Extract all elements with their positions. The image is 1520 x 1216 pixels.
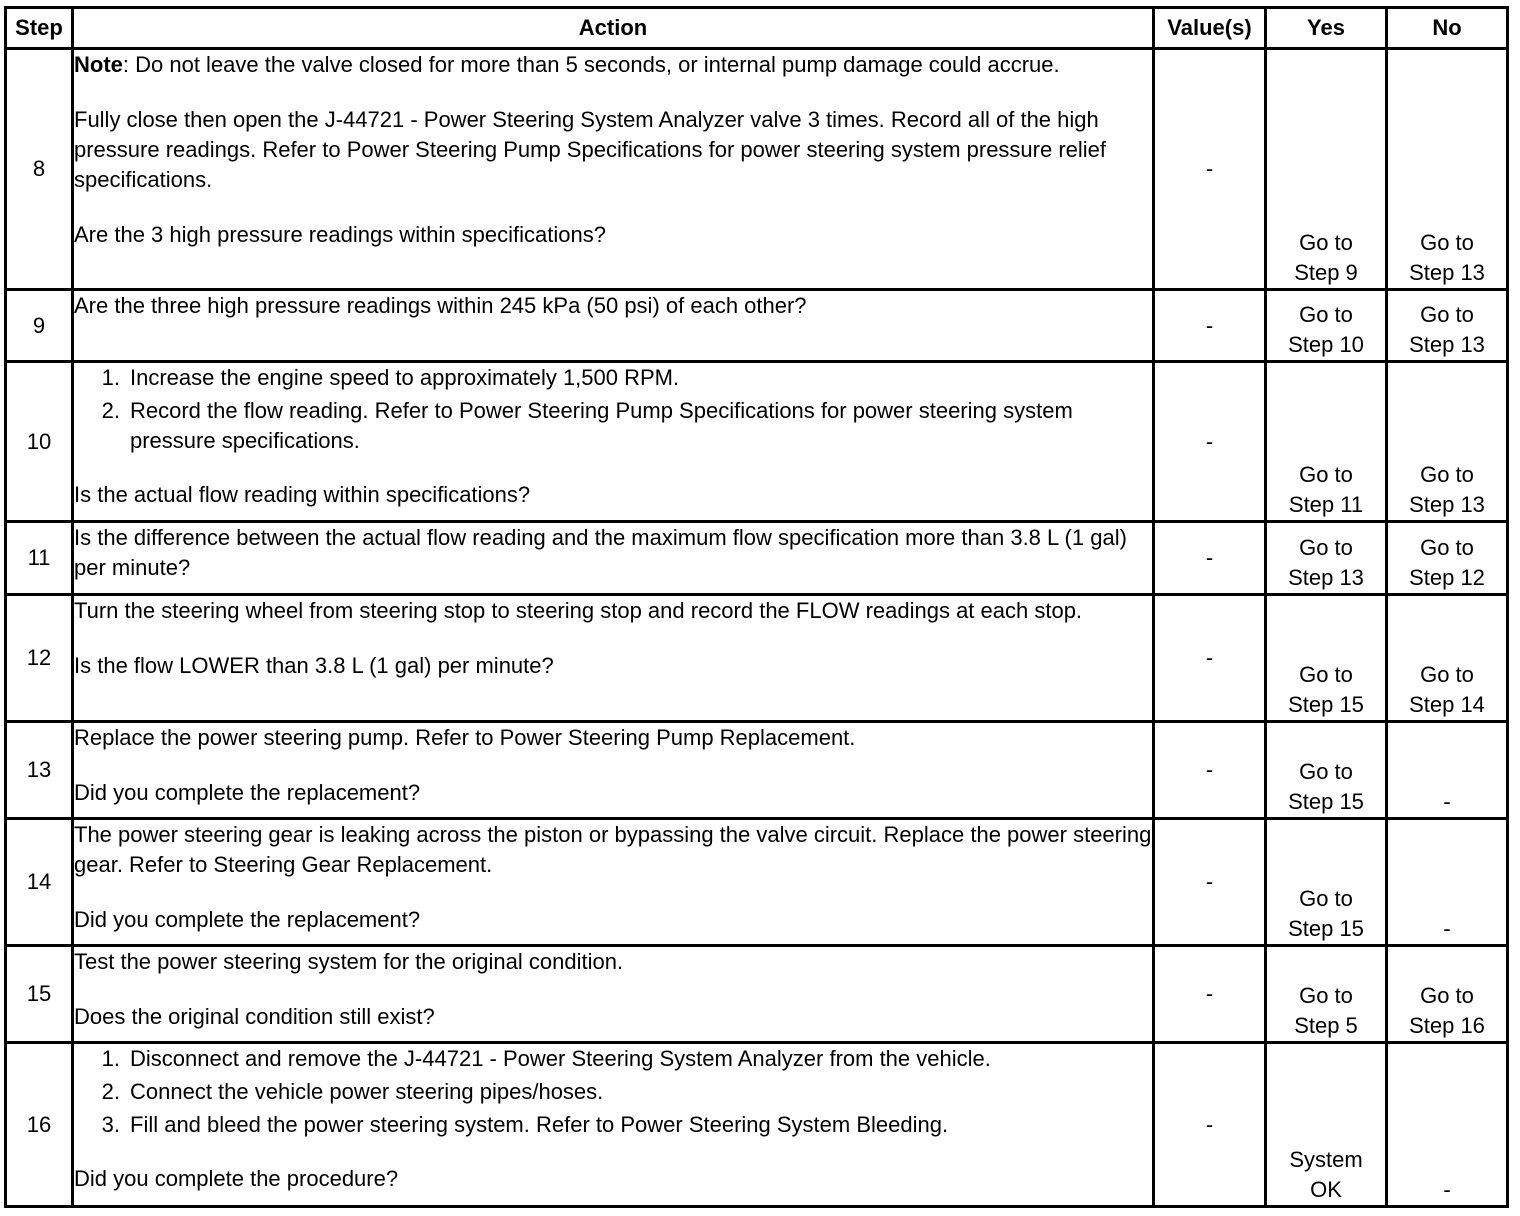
no-line1: Go to	[1420, 535, 1474, 560]
list-item	[74, 1110, 1152, 1140]
table-row	[6, 722, 1508, 819]
action-paragraph: Test the power steering system for the original condition.	[74, 949, 624, 974]
no-line2: Step 16	[1409, 1013, 1485, 1038]
list-number: 1.	[101, 1046, 120, 1071]
table-row	[6, 1043, 1508, 1207]
header-yes: Yes	[1266, 8, 1387, 49]
yes-line2: Step 15	[1288, 789, 1364, 814]
yes-cell	[1266, 946, 1387, 1043]
action-list	[74, 1044, 1152, 1140]
value-cell: -	[1154, 819, 1266, 946]
yes-line2: Step 13	[1288, 565, 1364, 590]
action-cell	[73, 290, 1154, 362]
no-line2: Step 12	[1409, 565, 1485, 590]
note-text: : Do not leave the valve closed for more than 5 seconds, or internal pump damage could accrue.	[122, 52, 1060, 77]
list-number: 2.	[101, 398, 120, 423]
action-cell	[73, 819, 1154, 946]
list-text: Record the flow reading. Refer to Power Steering Pump Specifications for power steering system pressure specifications.	[130, 398, 1073, 453]
action-paragraph: Replace the power steering pump. Refer to Power Steering Pump Replacement.	[74, 725, 856, 750]
yes-line1: Go to	[1299, 662, 1353, 687]
value-cell: -	[1154, 290, 1266, 362]
yes-cell	[1266, 290, 1387, 362]
header-row	[6, 8, 1508, 49]
action-cell	[73, 522, 1154, 595]
yes-line2: Step 15	[1288, 916, 1364, 941]
no-cell	[1387, 722, 1508, 819]
header-step: Step	[6, 8, 73, 49]
yes-line1: Go to	[1299, 230, 1353, 255]
list-number: 3.	[101, 1112, 120, 1137]
no-line2: Step 13	[1409, 492, 1485, 517]
no-line1: -	[1443, 1177, 1451, 1202]
no-line1: Go to	[1420, 230, 1474, 255]
action-list	[74, 363, 1152, 456]
step-number: 8	[6, 49, 73, 290]
no-cell	[1387, 290, 1508, 362]
yes-line2: Step 5	[1294, 1013, 1358, 1038]
action-question: Is the difference between the actual flow reading and the maximum flow specification more than 3.8 L (1 gal) per minute?	[74, 525, 1127, 580]
no-line1: Go to	[1420, 662, 1474, 687]
no-line2: Step 13	[1409, 332, 1485, 357]
action-cell	[73, 946, 1154, 1043]
list-text: Connect the vehicle power steering pipes/hoses.	[130, 1079, 604, 1104]
value-cell: -	[1154, 722, 1266, 819]
list-number: 1.	[101, 365, 120, 390]
no-cell	[1387, 49, 1508, 290]
no-line1: Go to	[1420, 302, 1474, 327]
yes-cell	[1266, 49, 1387, 290]
no-cell	[1387, 522, 1508, 595]
action-cell	[73, 595, 1154, 722]
table-row	[6, 290, 1508, 362]
action-question: Are the 3 high pressure readings within specifications?	[74, 222, 606, 247]
action-question: Is the flow LOWER than 3.8 L (1 gal) per minute?	[74, 653, 554, 678]
no-cell	[1387, 362, 1508, 522]
no-cell	[1387, 595, 1508, 722]
action-paragraph: Fully close then open the J-44721 - Power Steering System Analyzer valve 3 times. Record all of the high pressure readings. Refer to Power Steering Pump Specifications for power steering system pressure relief specifications.	[74, 107, 1107, 192]
step-number: 13	[6, 722, 73, 819]
action-question: Did you complete the procedure?	[74, 1166, 399, 1191]
diagnostic-table	[4, 6, 1509, 1208]
yes-line2: Step 11	[1288, 492, 1364, 517]
step-number: 10	[6, 362, 73, 522]
action-question: Are the three high pressure readings within 245 kPa (50 psi) of each other?	[74, 293, 807, 318]
list-item	[74, 396, 1152, 456]
yes-line2: Step 9	[1294, 260, 1358, 285]
value-cell: -	[1154, 49, 1266, 290]
action-question: Does the original condition still exist?	[74, 1004, 435, 1029]
step-number: 9	[6, 290, 73, 362]
value-cell: -	[1154, 595, 1266, 722]
yes-cell	[1266, 595, 1387, 722]
yes-line1: Go to	[1299, 535, 1353, 560]
header-values: Value(s)	[1154, 8, 1266, 49]
table-row	[6, 819, 1508, 946]
yes-line1: System	[1289, 1147, 1363, 1172]
step-number: 12	[6, 595, 73, 722]
yes-cell	[1266, 1043, 1387, 1207]
no-cell	[1387, 819, 1508, 946]
yes-line1: Go to	[1299, 462, 1353, 487]
no-line1: -	[1443, 916, 1451, 941]
yes-line1: Go to	[1299, 302, 1353, 327]
note-paragraph	[74, 50, 1152, 80]
list-item	[74, 363, 1152, 393]
yes-cell	[1266, 362, 1387, 522]
yes-line1: Go to	[1299, 886, 1353, 911]
header-no: No	[1387, 8, 1508, 49]
step-number: 16	[6, 1043, 73, 1207]
step-number: 15	[6, 946, 73, 1043]
action-cell	[73, 722, 1154, 819]
no-line1: Go to	[1420, 462, 1474, 487]
action-question: Did you complete the replacement?	[74, 907, 421, 932]
table-row	[6, 362, 1508, 522]
table-row	[6, 595, 1508, 722]
header-action: Action	[73, 8, 1154, 49]
yes-line2: Step 15	[1288, 692, 1364, 717]
yes-line2: OK	[1310, 1177, 1342, 1202]
list-item	[74, 1077, 1152, 1107]
yes-line2: Step 10	[1288, 332, 1364, 357]
action-cell	[73, 49, 1154, 290]
list-item	[74, 1044, 1152, 1074]
action-paragraph: The power steering gear is leaking across the piston or bypassing the valve circuit. Replace the power steering gear. Refer to Steering Gear Replacement.	[74, 822, 1152, 877]
action-question: Did you complete the replacement?	[74, 780, 421, 805]
yes-cell	[1266, 722, 1387, 819]
yes-cell	[1266, 522, 1387, 595]
note-label: Note	[74, 52, 123, 77]
list-number: 2.	[101, 1079, 120, 1104]
no-cell	[1387, 946, 1508, 1043]
yes-line1: Go to	[1299, 759, 1353, 784]
no-cell	[1387, 1043, 1508, 1207]
value-cell: -	[1154, 522, 1266, 595]
value-cell: -	[1154, 946, 1266, 1043]
action-paragraph: Turn the steering wheel from steering stop to steering stop and record the FLOW readings at each stop.	[74, 598, 1083, 623]
no-line2: Step 13	[1409, 260, 1485, 285]
no-line1: Go to	[1420, 983, 1474, 1008]
no-line1: -	[1443, 789, 1451, 814]
list-text: Disconnect and remove the J-44721 - Power Steering System Analyzer from the vehicle.	[130, 1046, 991, 1071]
value-cell: -	[1154, 1043, 1266, 1207]
value-cell: -	[1154, 362, 1266, 522]
list-text: Increase the engine speed to approximately 1,500 RPM.	[130, 365, 680, 390]
step-number: 11	[6, 522, 73, 595]
list-text: Fill and bleed the power steering system. Refer to Power Steering System Bleeding.	[130, 1112, 949, 1137]
table-row	[6, 49, 1508, 290]
yes-cell	[1266, 819, 1387, 946]
action-cell	[73, 362, 1154, 522]
step-number: 14	[6, 819, 73, 946]
action-question: Is the actual flow reading within specifications?	[74, 482, 531, 507]
yes-line1: Go to	[1299, 983, 1353, 1008]
no-line2: Step 14	[1409, 692, 1485, 717]
table-row	[6, 522, 1508, 595]
table-row	[6, 946, 1508, 1043]
action-cell	[73, 1043, 1154, 1207]
